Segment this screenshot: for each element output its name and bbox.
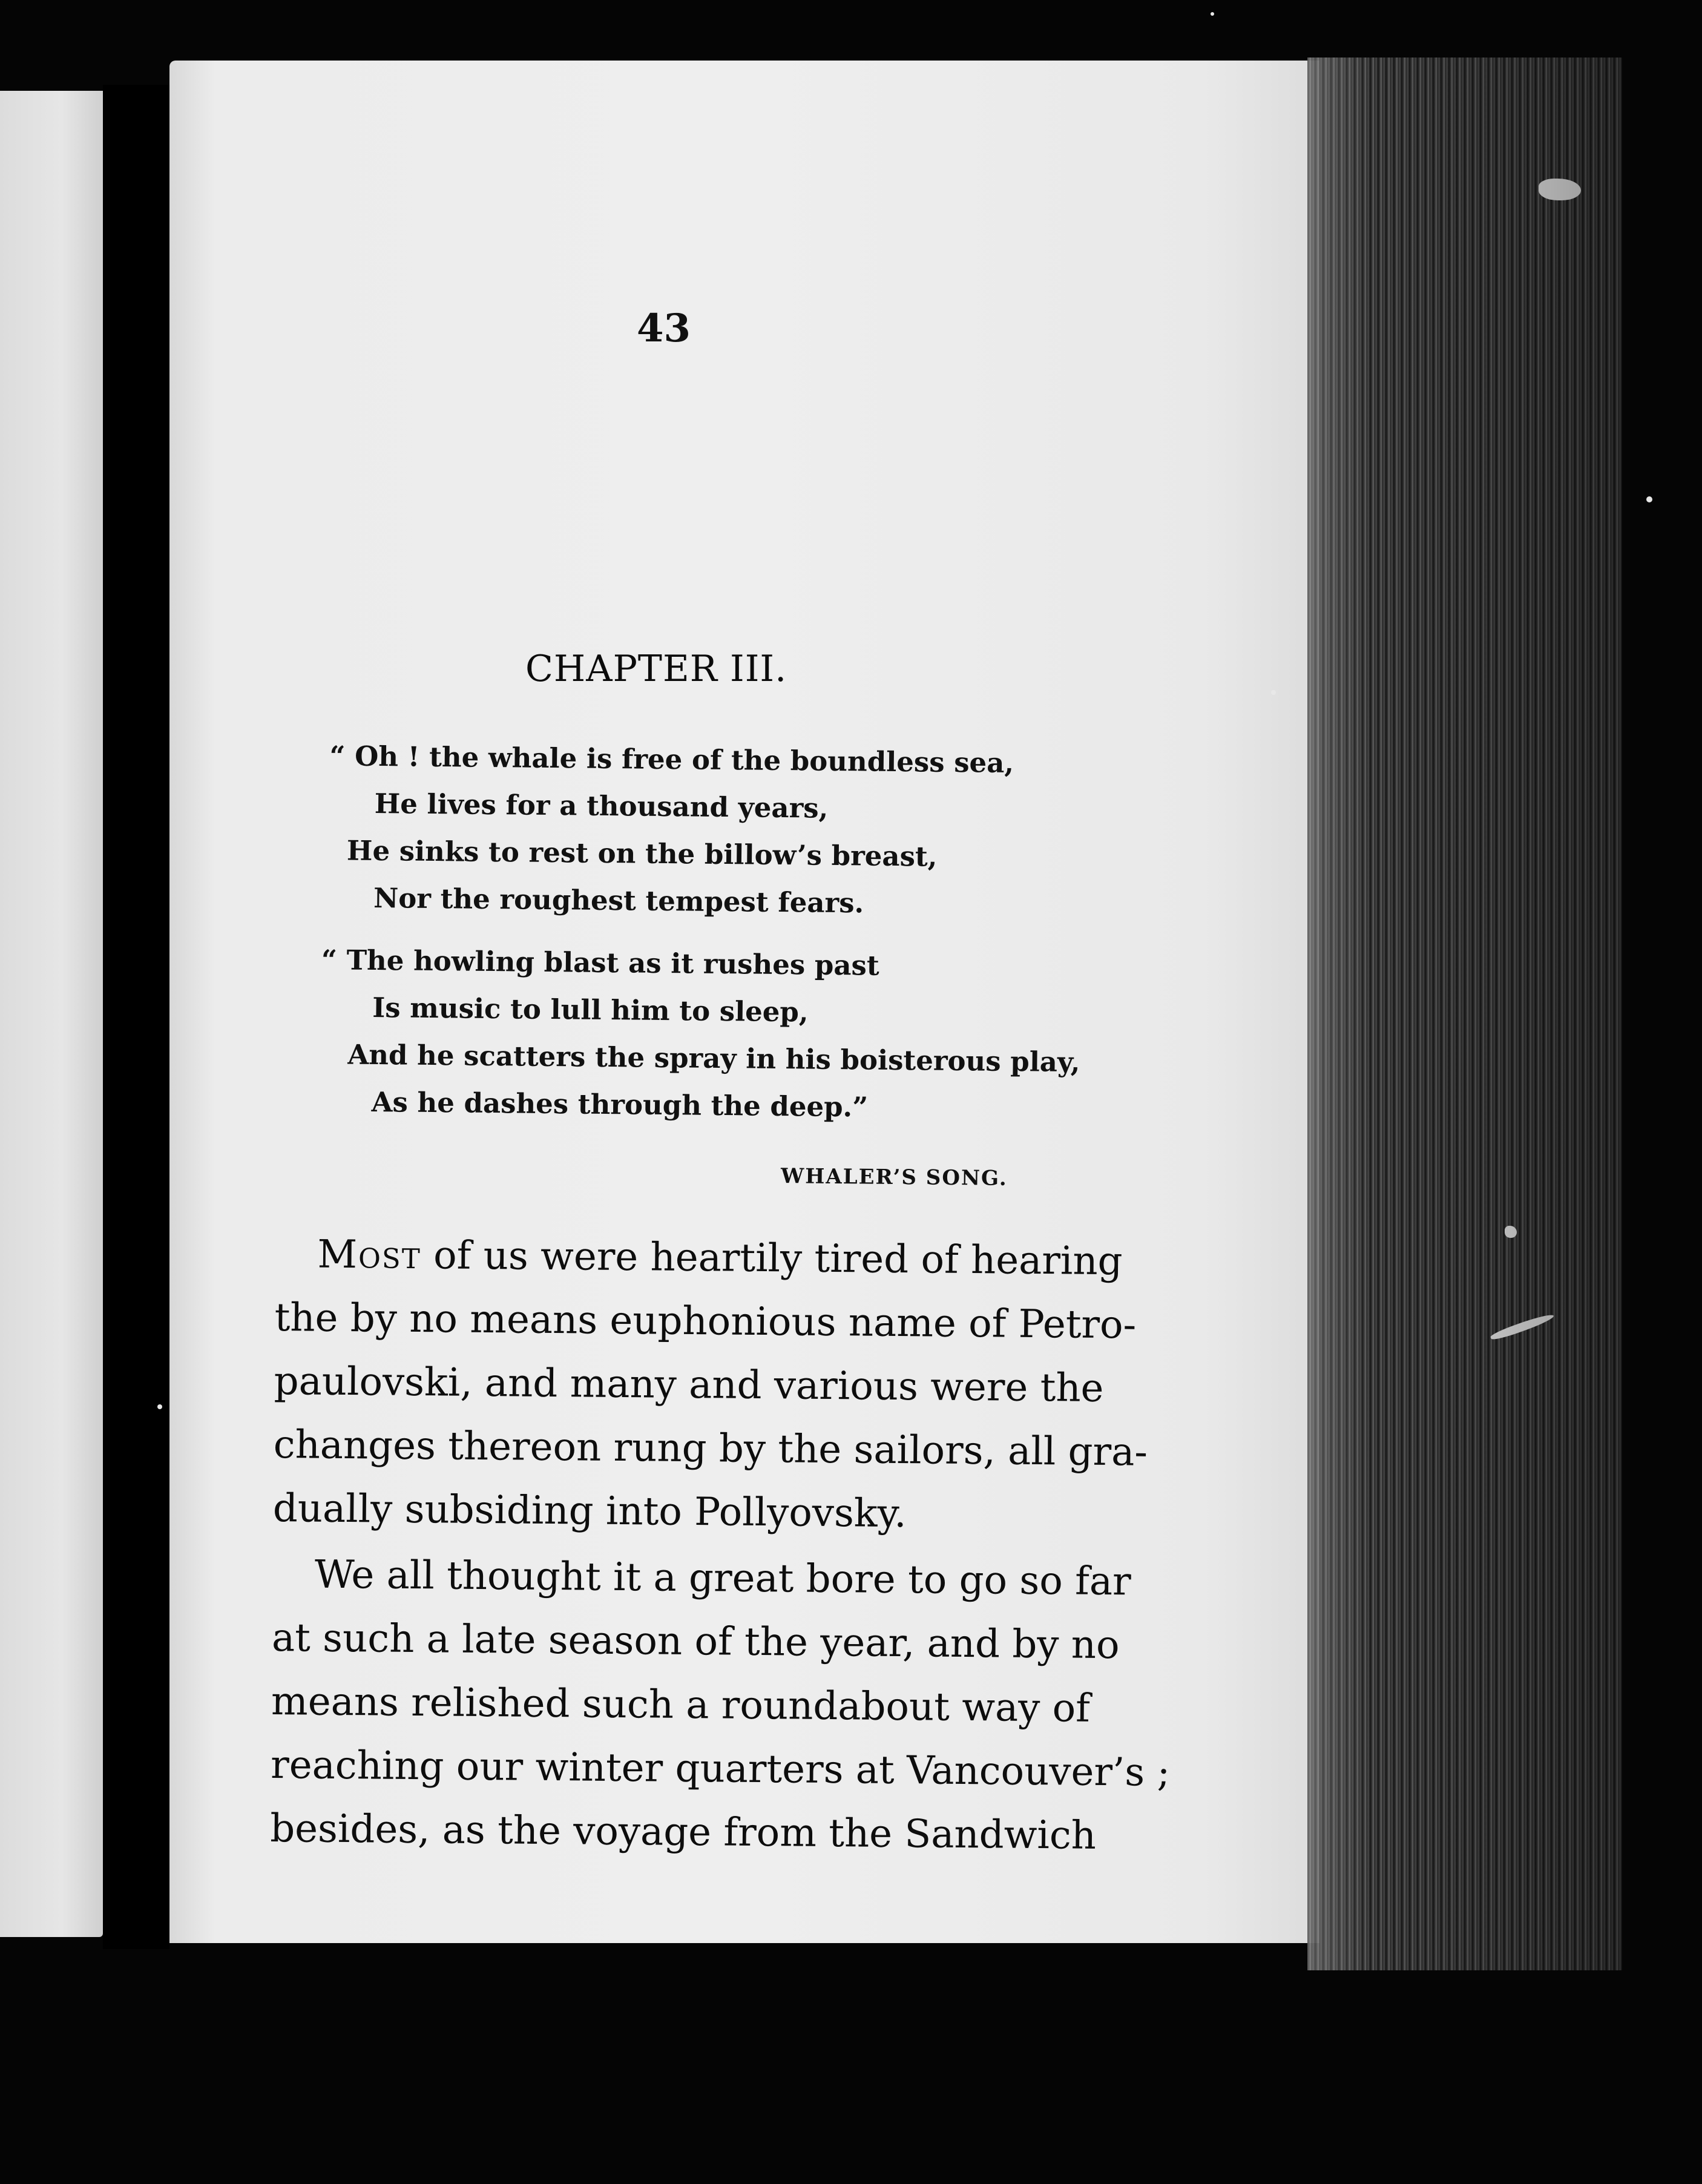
book-gutter: [103, 85, 169, 1949]
page-edges-stack: [1307, 58, 1622, 1970]
line-text: dually subsiding into Pollyovsky.: [272, 1485, 907, 1537]
line-text: of us were heartily tired of hearing: [421, 1233, 1123, 1284]
verse-line: As he dashes through the deep.”: [371, 1085, 869, 1123]
line-text: We all thought it a great bore to go so far: [314, 1552, 1131, 1605]
scan-speck: [1211, 12, 1214, 16]
line-text: paulovski, and many and various were the: [274, 1358, 1104, 1411]
paper-fleck: [1539, 179, 1581, 200]
line-text: besides, as the voyage from the Sandwich: [269, 1806, 1097, 1858]
verse-line: He lives for a thousand years,: [374, 787, 829, 824]
paragraph-line: [272, 1543, 1131, 1614]
chapter-title: CHAPTER III.: [525, 648, 787, 690]
paragraph-line: [274, 1286, 1137, 1357]
page-number: 43: [637, 306, 691, 351]
paragraph-line: [272, 1607, 1126, 1677]
paragraph-line: [273, 1413, 1148, 1484]
body-text: [269, 1223, 1171, 1868]
paper-fleck: [1490, 1312, 1555, 1343]
verse-line: Is music to lull him to sleep,: [372, 991, 809, 1028]
line-text: means relished such a roundabout way of: [271, 1679, 1091, 1731]
verse-line: Nor the roughest tempest fears.: [373, 881, 864, 919]
verse-line: “ Oh ! the whale is free of the boundless sea,: [329, 740, 1014, 780]
verse-line: And he scatters the spray in his boisterous play,: [347, 1038, 1080, 1079]
small-caps-word: Most: [317, 1232, 422, 1278]
line-text: at such a late season of the year, and by no: [271, 1615, 1120, 1668]
scan-speck: [1646, 496, 1652, 502]
line-text: changes thereon rung by the sailors, all gra-: [273, 1422, 1148, 1475]
paragraph-line: [272, 1477, 1126, 1548]
scan-speck: [157, 1404, 162, 1409]
paragraph-1-line-1: [275, 1223, 1129, 1294]
paragraph-line: [270, 1734, 1171, 1804]
verse-line: “ The howling blast as it rushes past: [321, 944, 879, 982]
scan-speck: [1271, 690, 1276, 695]
paragraph-line: [271, 1670, 1125, 1741]
paper-fleck: [1505, 1226, 1517, 1238]
line-text: the by no means euphonious name of Petro-: [274, 1295, 1137, 1348]
epigraph-attribution: WHALER’S SONG.: [780, 1164, 1008, 1191]
paragraph-line: [274, 1350, 1128, 1421]
verse-line: He sinks to rest on the billow’s breast,: [346, 834, 938, 873]
previous-page-edge: [0, 91, 103, 1937]
epigraph-verse: [314, 732, 1080, 1133]
paragraph-line: [270, 1797, 1124, 1868]
line-text: reaching our winter quarters at Vancouver’s ;: [270, 1742, 1171, 1795]
